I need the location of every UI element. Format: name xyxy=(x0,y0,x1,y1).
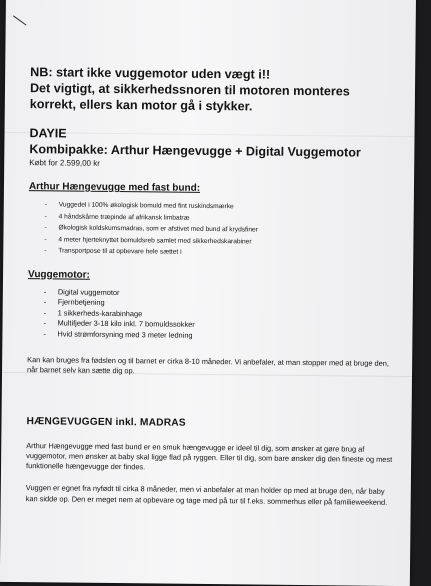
list-item: - Fjernbetjening xyxy=(44,297,398,311)
warning-line: Det vigtigt, at sikkerhedssnoren til motoren monteres xyxy=(29,81,350,99)
warning-line: NB: start ikke vuggemotor uden vægt i!! xyxy=(30,65,271,82)
warning-block xyxy=(30,64,400,116)
pen-mark xyxy=(13,15,27,25)
section-heading-motor: Vuggemotor: xyxy=(27,268,90,281)
list-item: - Vuggedel i 100% økologisk bomuld med fint ruskindsmærke xyxy=(45,199,399,214)
brand-name: DAYIE xyxy=(29,126,67,141)
hammock-list xyxy=(28,199,399,260)
motor-list xyxy=(27,287,398,343)
list-item: - Digital vuggemotor xyxy=(44,287,398,301)
list-item: - 4 håndskårne træpinde af afrikansk limbatræ xyxy=(45,211,399,226)
age-paragraph: Vuggen er egnet fra nyfødt til cirka 8 måneder, men vi anbefaler at man holder op med at bruge den, når baby kan sidde op. Den er meget nem at opbevare og tage med på tur til f.eks. sommerhus eller på familieweekend. xyxy=(25,483,388,507)
document-content xyxy=(26,64,401,508)
usage-paragraph: Kan kan bruges fra fødslen og til barnet er cirka 8-10 måneder. Vi anbefaler, at man stopper med at bruge den, når barnet selv kan sætte dig op. xyxy=(27,355,390,376)
list-item: - 1 sikkerheds-karabinhage xyxy=(44,308,398,322)
list-item: - Transportpose til at opbevare hele sættet i xyxy=(44,245,398,260)
description-paragraph: Arthur Hængevugge med fast bund er en smuk hængevugge er ideel til dig, som ønsker at gøre brug af vuggemotor, men ønsker at baby skal ligge flad på ryggen. Eller til dig, som bare ønsker dig den fineste og mest funktionelle hængevugge der findes. xyxy=(26,440,393,472)
list-item: - Multifjeder 3-18 kilo inkl. 7 bomuldssokker xyxy=(43,318,397,332)
price-text: Købt for 2.599,00 kr xyxy=(29,158,100,168)
section-heading-hammock: Arthur Hængevugge med fast bund: xyxy=(28,181,201,194)
list-item: - Hvid strømforsyning med 3 meter ledning xyxy=(43,329,397,343)
product-title: Kombipakke: Arthur Hængevugge + Digital Vuggemotor xyxy=(29,142,361,160)
warning-line: korrekt, ellers kan motor gå i stykker. xyxy=(29,97,253,114)
list-item: - Økologisk koldskumsmadras, som er afstivet med bund af krydsfiner xyxy=(44,222,398,237)
list-item: - 4 meter hjerteknyttet bomuldsreb samlet med sikkerhedskarabiner xyxy=(44,234,398,249)
section-heading-madras: HÆNGEVUGGEN inkl. MADRAS xyxy=(26,415,186,429)
